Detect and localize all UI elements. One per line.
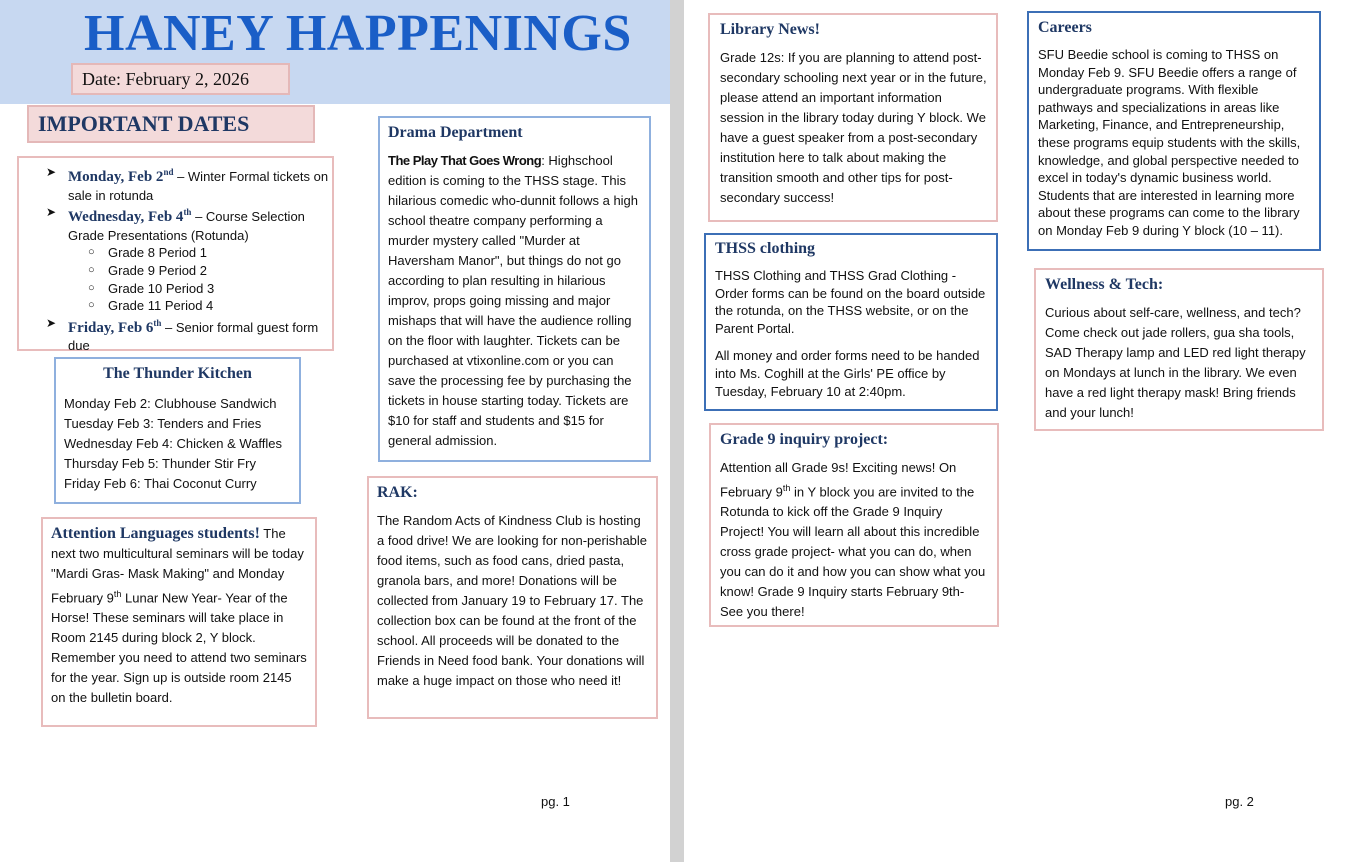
menu-item: Tuesday Feb 3: Tenders and Fries xyxy=(64,416,262,431)
inquiry-text: Attention all Grade 9s! Exciting news! On February 9th in Y block you are invited to the Rotunda to kick off the Grade 9 Inquiry Project! You will learn all about this incredible cross grade project- what you can do, when you can do it and how you can show what you know! Grade 9 Inquiry starts February 9th- See you there! xyxy=(720,460,986,620)
clothing-box xyxy=(704,233,998,411)
library-title: Library News! xyxy=(720,21,820,38)
menu-item: Thursday Feb 5: Thunder Stir Fry xyxy=(64,456,256,471)
wellness-title: Wellness & Tech: xyxy=(1045,276,1164,293)
date-day: Monday, Feb 2nd xyxy=(68,167,174,185)
drama-title: Drama Department xyxy=(388,124,523,141)
careers-text: SFU Beedie school is coming to THSS on Monday Feb 9. SFU Beedie offers a range of undergraduate programs. With flexible pathways and specializations in areas like Marketing, Finance, and Entrepreneurship, these programs equip students with the skills, knowledge, and global perspective needed to excel in today's dynamic business world. Students that are interested in learning more about these programs can come to the library on Monday Feb 9 during Y block (10 – 11). xyxy=(1038,47,1301,238)
drama-box xyxy=(378,116,651,462)
date-text: – Senior formal guest form due xyxy=(68,319,319,354)
rak-title: RAK: xyxy=(377,484,418,501)
date-text: – Course Selection Grade Presentations (Rotunda) xyxy=(68,209,305,243)
circle-bullet-icon: ○ xyxy=(88,299,95,312)
careers-box xyxy=(1027,11,1321,251)
newsletter-page-2 xyxy=(684,0,1354,862)
arrow-bullet-icon: ➤ xyxy=(46,205,57,220)
thunder-kitchen-title: The Thunder Kitchen xyxy=(103,365,252,382)
list-item: ○ Grade 11 Period 4 xyxy=(88,298,214,314)
important-dates-heading: IMPORTANT DATES xyxy=(27,105,315,143)
date-item xyxy=(19,204,332,315)
page-number-1: pg. 1 xyxy=(541,794,570,809)
clothing-payment-text: All money and order forms need to be handed into Ms. Coghill at the Girls' PE office by Tuesday, February 10 at 2:40pm. xyxy=(715,348,980,399)
circle-bullet-icon: ○ xyxy=(88,246,95,259)
list-item: ○ Grade 10 Period 3 xyxy=(88,280,215,296)
wellness-box xyxy=(1034,268,1324,431)
inquiry-box xyxy=(709,423,999,627)
wellness-text: Curious about self-care, wellness, and tech? Come check out jade rollers, gua sha tools, SAD Therapy lamp and LED red light therapy on Mondays at lunch in the library. We even have a red light therapy mask! Bring friends and your lunch! xyxy=(1045,305,1306,420)
library-box xyxy=(708,13,998,222)
clothing-title: THSS clothing xyxy=(715,240,816,257)
newsletter-title: HANEY HAPPENINGS xyxy=(84,5,632,62)
play-title: The Play That Goes Wrong xyxy=(388,153,542,168)
page-number-2: pg. 2 xyxy=(1225,794,1254,809)
important-dates-list xyxy=(19,164,332,355)
languages-box xyxy=(41,517,317,727)
list-item: ○ Grade 9 Period 2 xyxy=(88,262,208,278)
thunder-kitchen-box xyxy=(54,357,301,504)
drama-text: The Play That Goes Wrong: Highschool edition is coming to the THSS stage. This hilarious comedic who-dunnit follows a high school theatre company performing a murder mystery called "Murder at Haversham Manor", but things do not go according to plan resulting in hilarious improv, props going missing and major mishaps that will have the audience rolling on the floor with laughter. Tickets can be purchased at vtixonline.com or you can save the processing fee by purchasing the tickets in house starting today. Tickets are $10 for staff and students and $15 for general admission. xyxy=(388,153,639,448)
arrow-bullet-icon: ➤ xyxy=(46,315,57,330)
library-text: Grade 12s: If you are planning to attend post-secondary schooling next year or in the future, please attend an important information session in the library today during Y block. We have a guest speaker from a post-secondary institution here to talk about making the transition smooth and other tips for post-secondary success! xyxy=(720,50,987,205)
circle-bullet-icon: ○ xyxy=(88,263,95,276)
rak-box xyxy=(367,476,658,719)
clothing-order-text: THSS Clothing and THSS Grad Clothing - Order forms can be found on the board outside the rotunda, on the THSS website, or on the Parent Portal. xyxy=(715,268,986,336)
languages-title: Attention Languages students! xyxy=(51,525,260,542)
important-dates-box xyxy=(17,156,334,354)
rak-text: The Random Acts of Kindness Club is hosting a food drive! We are looking for non-perishable food items, such as food cans, dried pasta, granola bars, and more! Donations will be collected from January 19 to February 17. The collection box can be found at the front of the school. All proceeds will be donated to the Friends in Need food bank. Your donations will make a huge impact on those who need it! xyxy=(377,513,648,688)
circle-bullet-icon: ○ xyxy=(88,281,95,294)
list-item: ○ Grade 8 Period 1 xyxy=(88,245,208,261)
date-item xyxy=(19,164,332,204)
menu-item: Monday Feb 2: Clubhouse Sandwich xyxy=(64,396,277,411)
inquiry-title: Grade 9 inquiry project: xyxy=(720,431,889,448)
careers-title: Careers xyxy=(1038,19,1092,36)
arrow-bullet-icon: ➤ xyxy=(46,165,57,179)
newsletter-page-1 xyxy=(0,0,670,862)
date-day: Friday, Feb 6th xyxy=(68,317,162,336)
menu-item: Wednesday Feb 4: Chicken & Waffles xyxy=(64,436,282,451)
date-text: – Winter Formal tickets on sale in rotunda xyxy=(68,169,329,203)
menu-list xyxy=(64,394,291,494)
date-day: Wednesday, Feb 4th xyxy=(68,207,192,226)
menu-item: Friday Feb 6: Thai Coconut Curry xyxy=(64,476,257,491)
languages-text: Attention Languages students! The next two multicultural seminars will be today "Mardi Gras- Mask Making" and Monday February 9th Lunar New Year- Year of the Horse! These seminars will take place in Room 2145 during block 2, Y block. Remember you need to attend two seminars for the year. Sign up is outside room 2145 on the bulletin board. xyxy=(51,525,307,706)
grade-presentations-list xyxy=(88,244,332,314)
date-box: Date: February 2, 2026 xyxy=(71,63,290,95)
page-gutter xyxy=(670,0,684,862)
date-item xyxy=(19,315,332,355)
